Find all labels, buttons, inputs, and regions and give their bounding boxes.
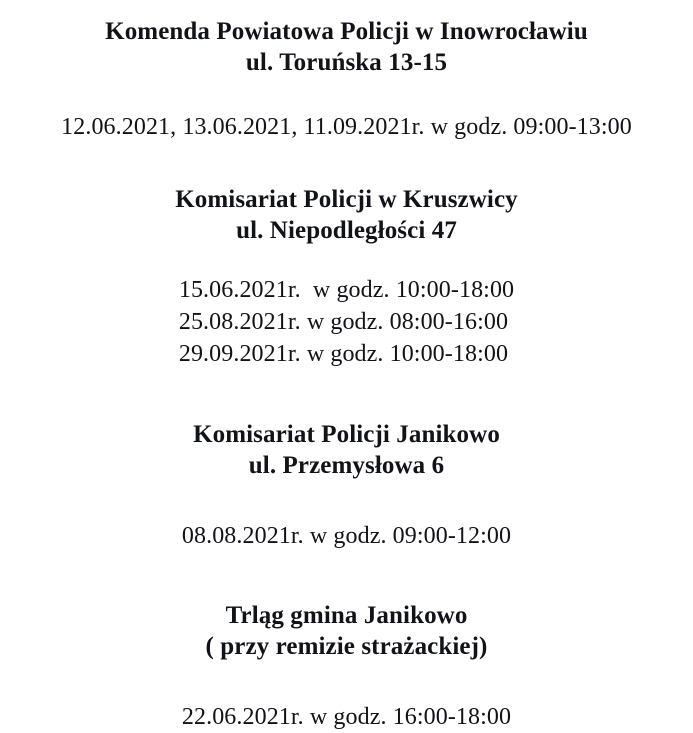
section-dates-inowroclaw <box>0 111 693 143</box>
section-dates-kruszwica <box>0 274 693 370</box>
heading-line-address: ( przy remizie strażackiej) <box>205 633 488 660</box>
date-line: 22.06.2021r. w godz. 16:00-18:00 <box>181 704 512 730</box>
section-dates-trlag <box>0 701 693 733</box>
section-heading-inowroclaw <box>0 16 693 78</box>
heading-line-primary: Komenda Powiatowa Policji w Inowrocławiu <box>105 18 588 45</box>
heading-line-address: ul. Niepodległości 47 <box>236 217 457 244</box>
date-line: 12.06.2021, 13.06.2021, 11.09.2021r. w godz. 09:00-13:00 <box>61 114 632 140</box>
date-line: 15.06.2021r. w godz. 10:00-18:00 <box>178 277 515 303</box>
heading-line-primary: Komisariat Policji w Kruszwicy <box>175 186 518 213</box>
date-list <box>182 520 511 552</box>
heading-line-address: ul. Toruńska 13-15 <box>245 49 448 76</box>
date-list <box>182 701 511 733</box>
date-list <box>61 111 632 143</box>
date-list <box>179 274 514 370</box>
section-heading-janikowo <box>0 419 693 481</box>
date-line: 08.08.2021r. w godz. 09:00-12:00 <box>181 523 512 549</box>
section-heading-trlag <box>0 600 693 662</box>
heading-line-primary: Trląg gmina Janikowo <box>225 602 468 629</box>
heading-line-address: ul. Przemysłowa 6 <box>248 452 445 479</box>
document-page <box>0 16 693 730</box>
section-heading-kruszwica <box>0 184 693 246</box>
section-dates-janikowo <box>0 520 693 552</box>
date-line: 25.08.2021r. w godz. 08:00-16:00 <box>178 309 509 335</box>
date-line: 29.09.2021r. w godz. 10:00-18:00 <box>178 341 509 367</box>
heading-line-primary: Komisariat Policji Janikowo <box>193 421 500 448</box>
